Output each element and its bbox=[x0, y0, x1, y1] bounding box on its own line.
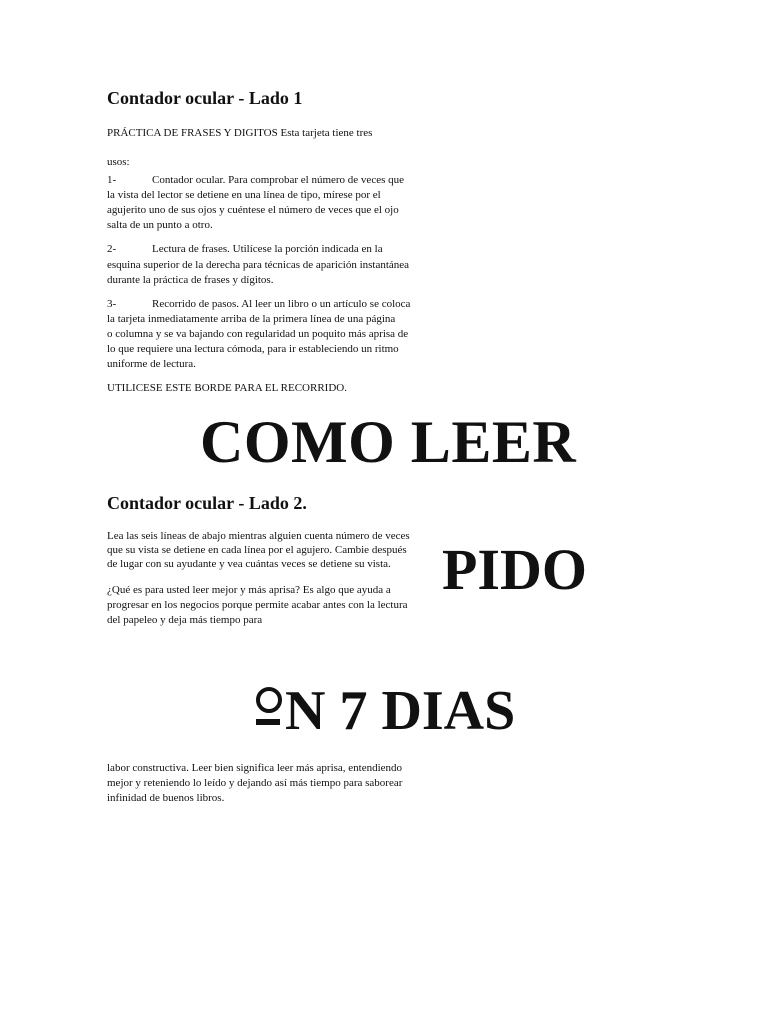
item1-text-1: Contador ocular. Para comprobar el número de veces que bbox=[152, 174, 404, 186]
item1-line-2: la vista del lector se detiene en una línea de tipo, mírese por el bbox=[107, 189, 381, 201]
para2-line-2: progresar en los negocios porque permite acabar antes con la lectura bbox=[107, 599, 408, 611]
item1-line-1 bbox=[107, 173, 404, 188]
item3-text-1: Recorrido de pasos. Al leer un libro o un artículo se coloca bbox=[152, 298, 411, 310]
para3-line-1: labor constructiva. Leer bien significa leer más aprisa, entendiendo bbox=[107, 762, 403, 774]
intro-line-2: usos: bbox=[107, 156, 130, 168]
item3-line-1 bbox=[107, 297, 410, 312]
item1-line-3: agujerito uno de sus ojos y cuéntese el número de veces que el ojo bbox=[107, 204, 399, 216]
item3-line-4: lo que requiere una lectura cómoda, para ir estableciendo un ritmo bbox=[107, 343, 399, 355]
para3-line-2: mejor y reteniendo lo leído y dejando así más tiempo para saborear bbox=[107, 777, 403, 789]
para1-line-2: que su vista se detiene en cada línea por el agujero. Cambie después bbox=[107, 544, 407, 556]
para1-line-3: de lugar con su ayudante y vea cuántas veces se detiene su vista. bbox=[107, 558, 391, 570]
item2-line-2: esquina superior de la derecha para técnicas de aparición instantánea bbox=[107, 259, 410, 271]
item2-line-1 bbox=[107, 242, 383, 257]
big-text-en-7-dias: N 7 DIAS bbox=[285, 680, 516, 742]
item3-line-3: o columna y se va bajando con regularidad un poquito más aprisa de bbox=[107, 328, 409, 340]
item2-number: 2- bbox=[107, 243, 117, 255]
item3-line-5: uniforme de lectura. bbox=[107, 358, 196, 370]
big-text-pido: PIDO bbox=[442, 537, 587, 602]
item1-line-4: salta de un punto a otro. bbox=[107, 219, 213, 231]
border-note: UTILICESE ESTE BORDE PARA EL RECORRIDO. bbox=[107, 382, 347, 394]
intro-line-1: PRÁCTICA DE FRASES Y DIGITOS Esta tarjeta tiene tres bbox=[107, 127, 373, 139]
section2-title: Contador ocular - Lado 2. bbox=[107, 493, 307, 513]
para1-line-1: Lea las seis líneas de abajo mientras alguien cuenta número de veces bbox=[107, 530, 410, 542]
section1-title: Contador ocular - Lado 1 bbox=[107, 88, 303, 108]
big-text-como-leer: COMO LEER bbox=[200, 409, 577, 475]
eye-hole-icon bbox=[254, 683, 284, 733]
para2-line-3: del papeleo y deja más tiempo para bbox=[107, 614, 263, 626]
item2-line-3: durante la práctica de frases y dígitos. bbox=[107, 274, 274, 286]
para3-line-3: infinidad de buenos libros. bbox=[107, 792, 225, 804]
item1-number: 1- bbox=[107, 174, 117, 186]
item3-number: 3- bbox=[107, 298, 117, 310]
item2-text-1: Lectura de frases. Utilícese la porción indicada en la bbox=[152, 243, 383, 255]
para2-line-1: ¿Qué es para usted leer mejor y más aprisa? Es algo que ayuda a bbox=[107, 584, 391, 596]
item3-line-2: la tarjeta inmediatamente arriba de la primera línea de una página bbox=[107, 313, 396, 325]
